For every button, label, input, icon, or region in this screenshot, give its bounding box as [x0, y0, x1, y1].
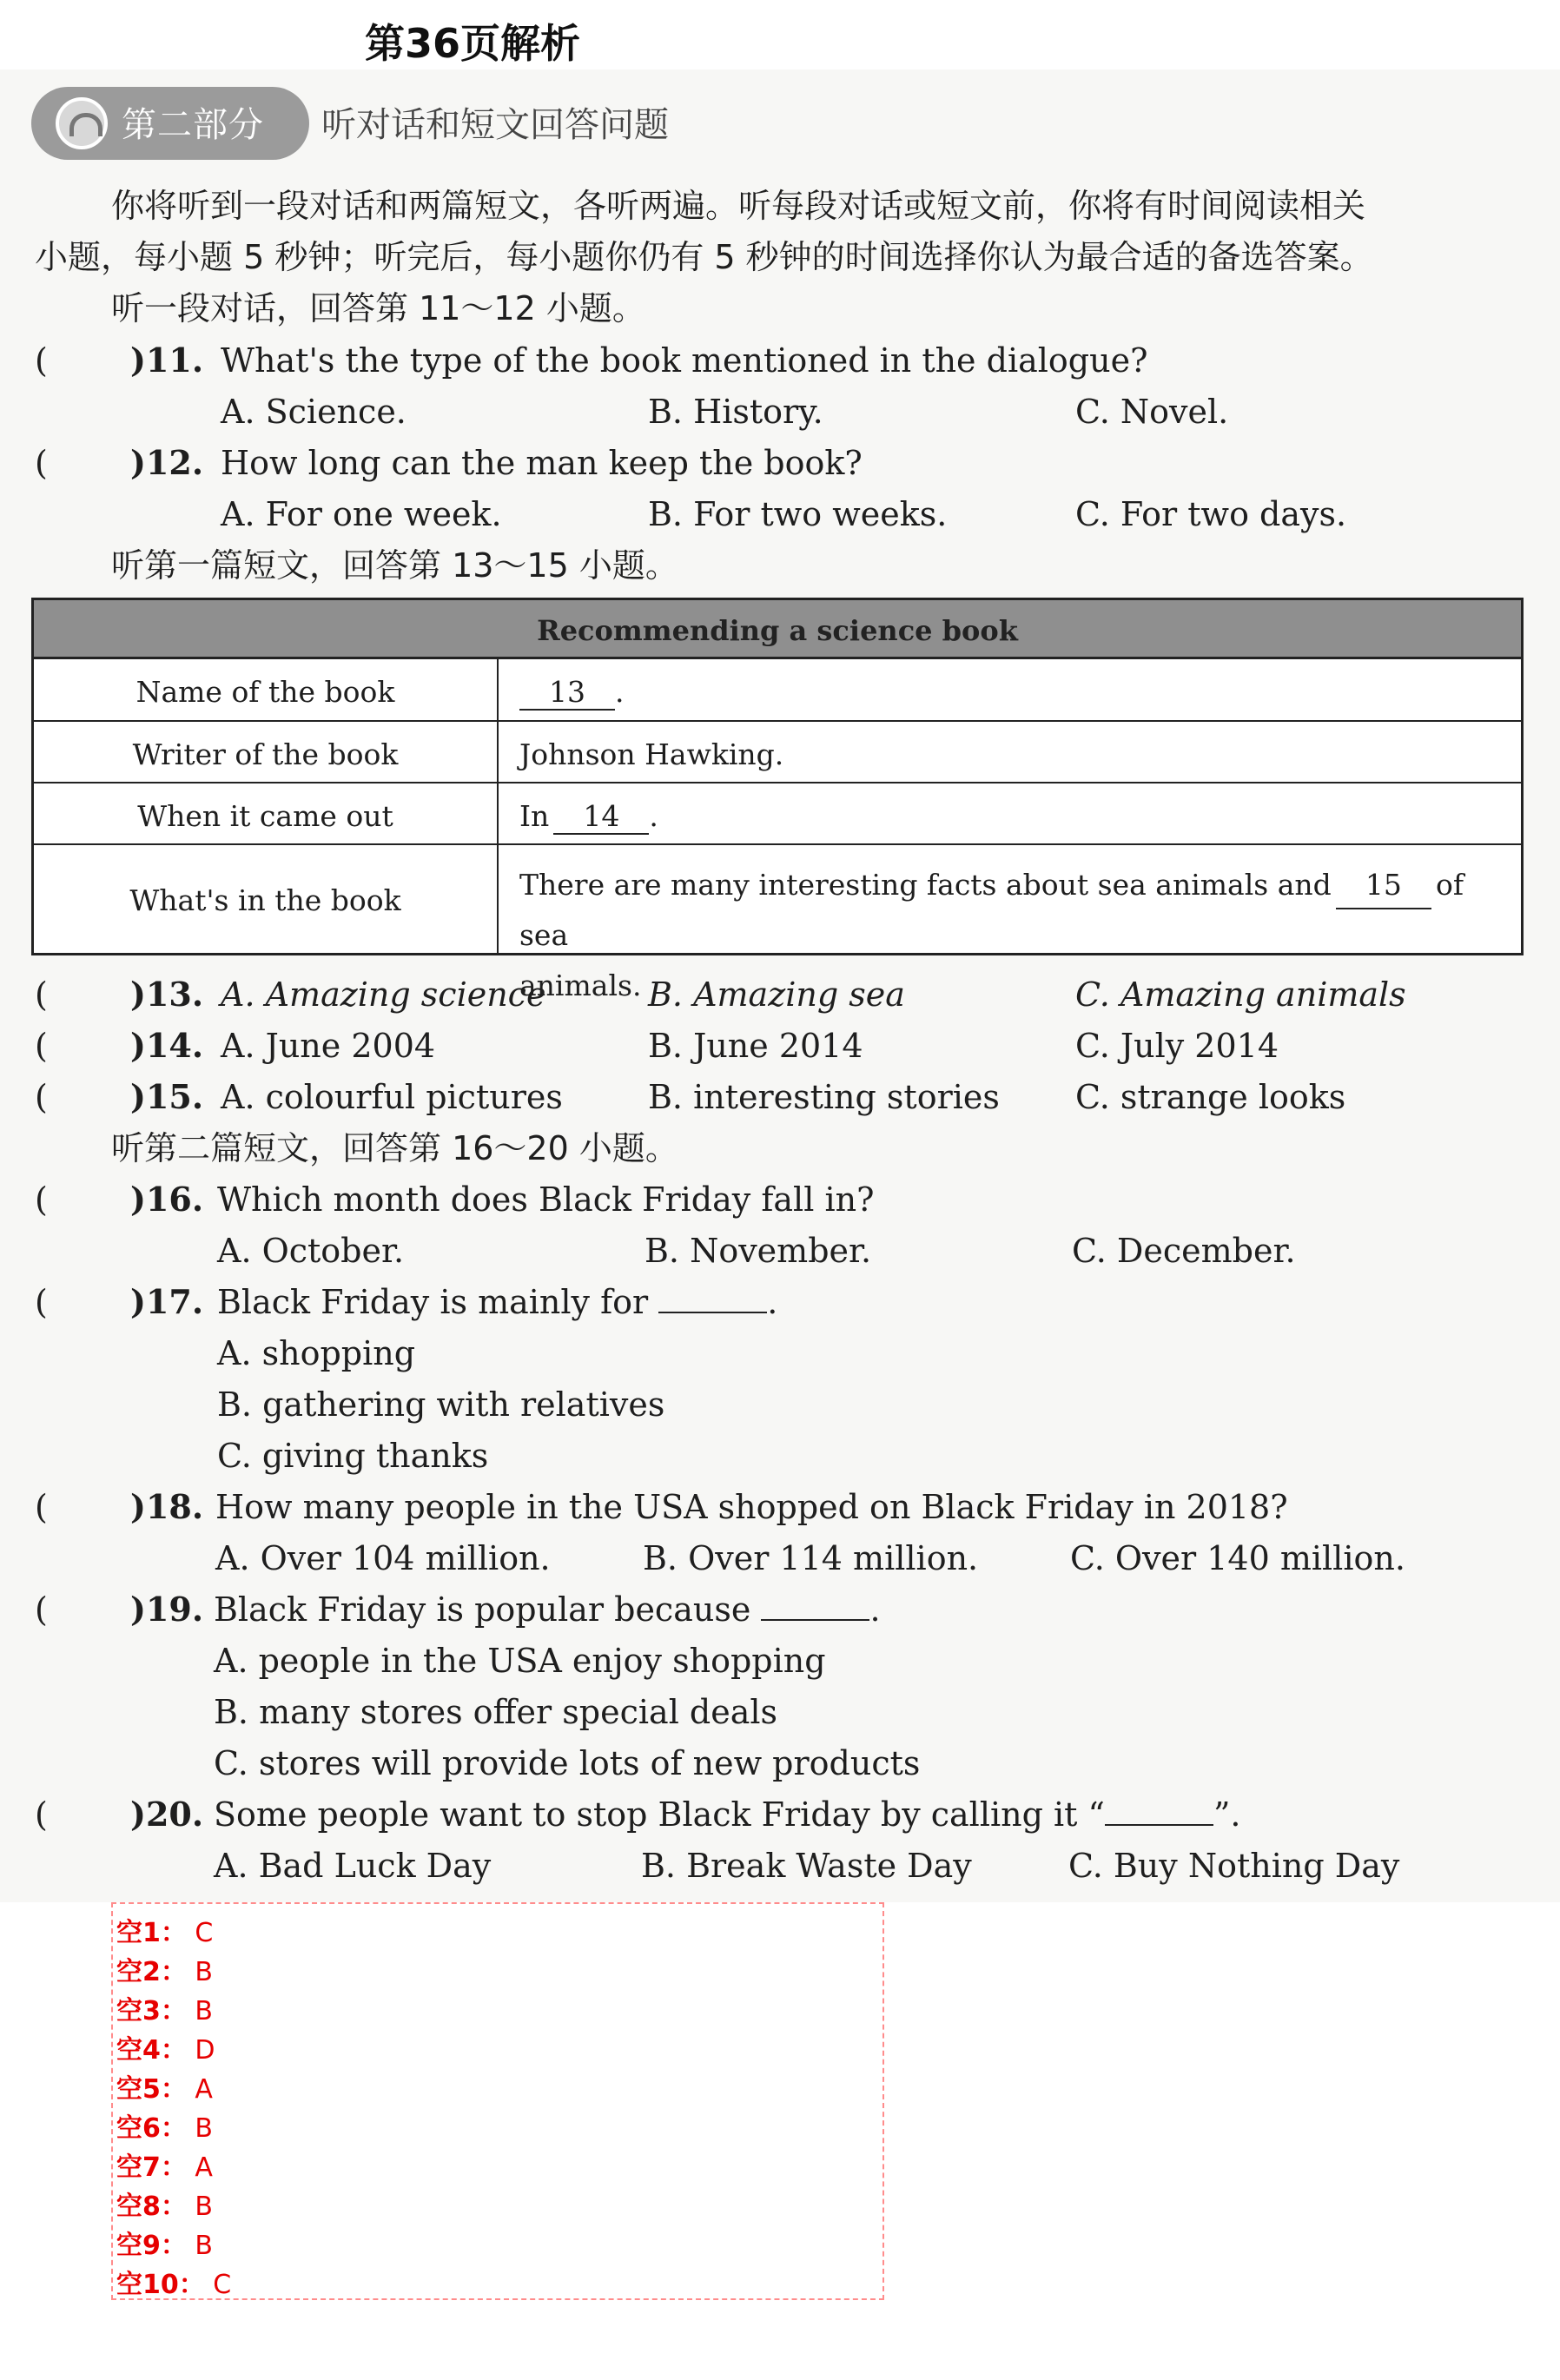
row-prefix: In	[519, 799, 550, 833]
question-number: )15.	[130, 1077, 204, 1116]
option-c[interactable]: C. December.	[1072, 1232, 1296, 1270]
answer-item: 空4： D	[116, 2035, 215, 2066]
option-b[interactable]: B. History.	[648, 393, 823, 431]
option-a[interactable]: A. people in the USA enjoy shopping	[214, 1642, 826, 1680]
question-stem: Some people want to stop Black Friday by calling it “	[214, 1795, 1105, 1834]
question-text	[214, 1590, 881, 1629]
answer-paren[interactable]: (	[35, 1488, 48, 1526]
answer-blank[interactable]	[761, 1593, 869, 1621]
row-text: of sea	[519, 868, 1464, 952]
option-b[interactable]: B. November.	[644, 1232, 872, 1270]
row-text: There are many interesting facts about sea animals and	[519, 868, 1332, 902]
section-label: 第二部分	[122, 105, 264, 145]
answer-item: 空2： B	[116, 1957, 214, 1987]
answer-item: 空9： B	[116, 2231, 214, 2261]
row-value: Johnson Hawking.	[519, 737, 784, 771]
table-title: Recommending a science book	[537, 614, 1018, 647]
option-c[interactable]: C. strange looks	[1075, 1078, 1346, 1116]
question-stem: Black Friday is popular because	[214, 1590, 751, 1629]
dialogue-instruction: 听一段对话，回答第 11～12 小题。	[111, 289, 645, 327]
option-a[interactable]: A. colourful pictures	[221, 1078, 563, 1116]
answer-paren[interactable]: (	[35, 1180, 48, 1219]
row-label: When it came out	[137, 799, 393, 833]
table-row	[34, 659, 1521, 722]
option-c[interactable]: C. Buy Nothing Day	[1068, 1847, 1400, 1885]
option-b[interactable]: B. many stores offer special deals	[214, 1693, 778, 1731]
question-number: )12.	[130, 443, 204, 482]
question-number: )13.	[130, 975, 204, 1014]
question-number: )20.	[130, 1795, 204, 1834]
question-end: .	[767, 1283, 778, 1321]
blank-13[interactable]: 13	[519, 675, 615, 711]
option-b[interactable]: B. interesting stories	[648, 1078, 1000, 1116]
intro-line-2: 小题，每小题 5 秒钟；听完后，每小题你仍有 5 秒钟的时间选择你认为最合适的备选答案。	[35, 238, 1373, 276]
question-number: )16.	[130, 1180, 204, 1219]
headphones-icon	[56, 97, 108, 149]
table-row	[34, 722, 1521, 783]
option-b[interactable]: B. Break Waste Day	[641, 1847, 972, 1885]
row-label: What's in the book	[129, 883, 401, 917]
option-c[interactable]: C. July 2014	[1075, 1027, 1279, 1065]
passage1-instruction: 听第一篇短文，回答第 13～15 小题。	[111, 546, 678, 585]
question-text: What's the type of the book mentioned in the dialogue?	[221, 341, 1148, 380]
answer-paren[interactable]: (	[35, 1027, 48, 1065]
option-b[interactable]: B. Over 114 million.	[643, 1539, 979, 1577]
answer-paren[interactable]: (	[35, 1795, 48, 1834]
answer-item: 空8： B	[116, 2192, 214, 2222]
question-number: )14.	[130, 1026, 204, 1065]
question-text: How long can the man keep the book?	[221, 444, 863, 482]
row-punct: .	[615, 675, 625, 709]
answer-item: 空10： C	[116, 2270, 232, 2300]
option-b[interactable]: B. Amazing sea	[648, 975, 905, 1014]
blank-14[interactable]: 14	[553, 799, 649, 835]
question-text: Which month does Black Friday fall in?	[217, 1180, 875, 1219]
answer-paren[interactable]: (	[35, 1590, 48, 1629]
question-text	[217, 1283, 778, 1321]
question-number: )11.	[130, 340, 204, 380]
intro-line-1: 你将听到一段对话和两篇短文，各听两遍。听每段对话或短文前，你将有时间阅读相关	[111, 187, 1366, 225]
answer-paren[interactable]: (	[35, 444, 48, 482]
passage2-instruction: 听第二篇短文，回答第 16～20 小题。	[111, 1129, 678, 1167]
option-a[interactable]: A. shopping	[217, 1334, 416, 1372]
option-c[interactable]: C. For two days.	[1075, 495, 1347, 533]
answer-blank[interactable]	[658, 1286, 767, 1313]
row-text: animals.	[519, 969, 642, 1002]
page-title: 第36页解析	[365, 20, 581, 67]
option-a[interactable]: A. For one week.	[221, 495, 502, 533]
answer-blank[interactable]	[1105, 1798, 1213, 1826]
answer-item: 空3： B	[116, 1996, 214, 2026]
answer-paren[interactable]: (	[35, 1283, 48, 1321]
answer-item: 空6： B	[116, 2113, 214, 2144]
table-header	[34, 600, 1521, 659]
option-b[interactable]: B. gathering with relatives	[217, 1385, 665, 1424]
table-row	[34, 783, 1521, 845]
answer-paren[interactable]: (	[35, 1078, 48, 1116]
question-number: )18.	[130, 1487, 204, 1526]
option-c[interactable]: C. Novel.	[1075, 393, 1229, 431]
section-header	[26, 78, 712, 165]
answer-key	[111, 1902, 884, 2300]
option-c[interactable]: C. Over 140 million.	[1070, 1539, 1405, 1577]
section-title: 听对话和短文回答问题	[321, 105, 669, 145]
question-text	[214, 1795, 1241, 1834]
question-end: .	[869, 1590, 881, 1629]
answer-item: 空1： C	[116, 1918, 214, 1948]
option-c[interactable]: C. stores will provide lots of new products	[214, 1744, 921, 1782]
option-a[interactable]: A. June 2004	[221, 1027, 436, 1065]
option-a[interactable]: A. Science.	[221, 393, 407, 431]
question-number: )17.	[130, 1282, 204, 1321]
question-text: How many people in the USA shopped on Black Friday in 2018?	[215, 1488, 1288, 1526]
option-a[interactable]: A. October.	[217, 1232, 405, 1270]
option-c[interactable]: C. giving thanks	[217, 1437, 489, 1475]
option-a[interactable]: A. Amazing science	[221, 975, 546, 1014]
question-end: ”.	[1213, 1795, 1241, 1834]
option-a[interactable]: A. Over 104 million.	[215, 1539, 551, 1577]
option-b[interactable]: B. June 2014	[648, 1027, 863, 1065]
option-b[interactable]: B. For two weeks.	[648, 495, 948, 533]
blank-15[interactable]: 15	[1336, 863, 1431, 909]
answer-paren[interactable]: (	[35, 341, 48, 380]
row-label: Writer of the book	[132, 737, 399, 771]
option-a[interactable]: A. Bad Luck Day	[214, 1847, 492, 1885]
answer-item: 空5： A	[116, 2074, 213, 2105]
question-number: )19.	[130, 1590, 204, 1629]
question-stem: Black Friday is mainly for	[217, 1283, 649, 1321]
option-c[interactable]: C. Amazing animals	[1075, 975, 1406, 1014]
answer-item: 空7： A	[116, 2152, 213, 2183]
answer-paren[interactable]: (	[35, 975, 48, 1014]
row-punct: .	[649, 799, 658, 833]
row-label: Name of the book	[136, 675, 395, 709]
